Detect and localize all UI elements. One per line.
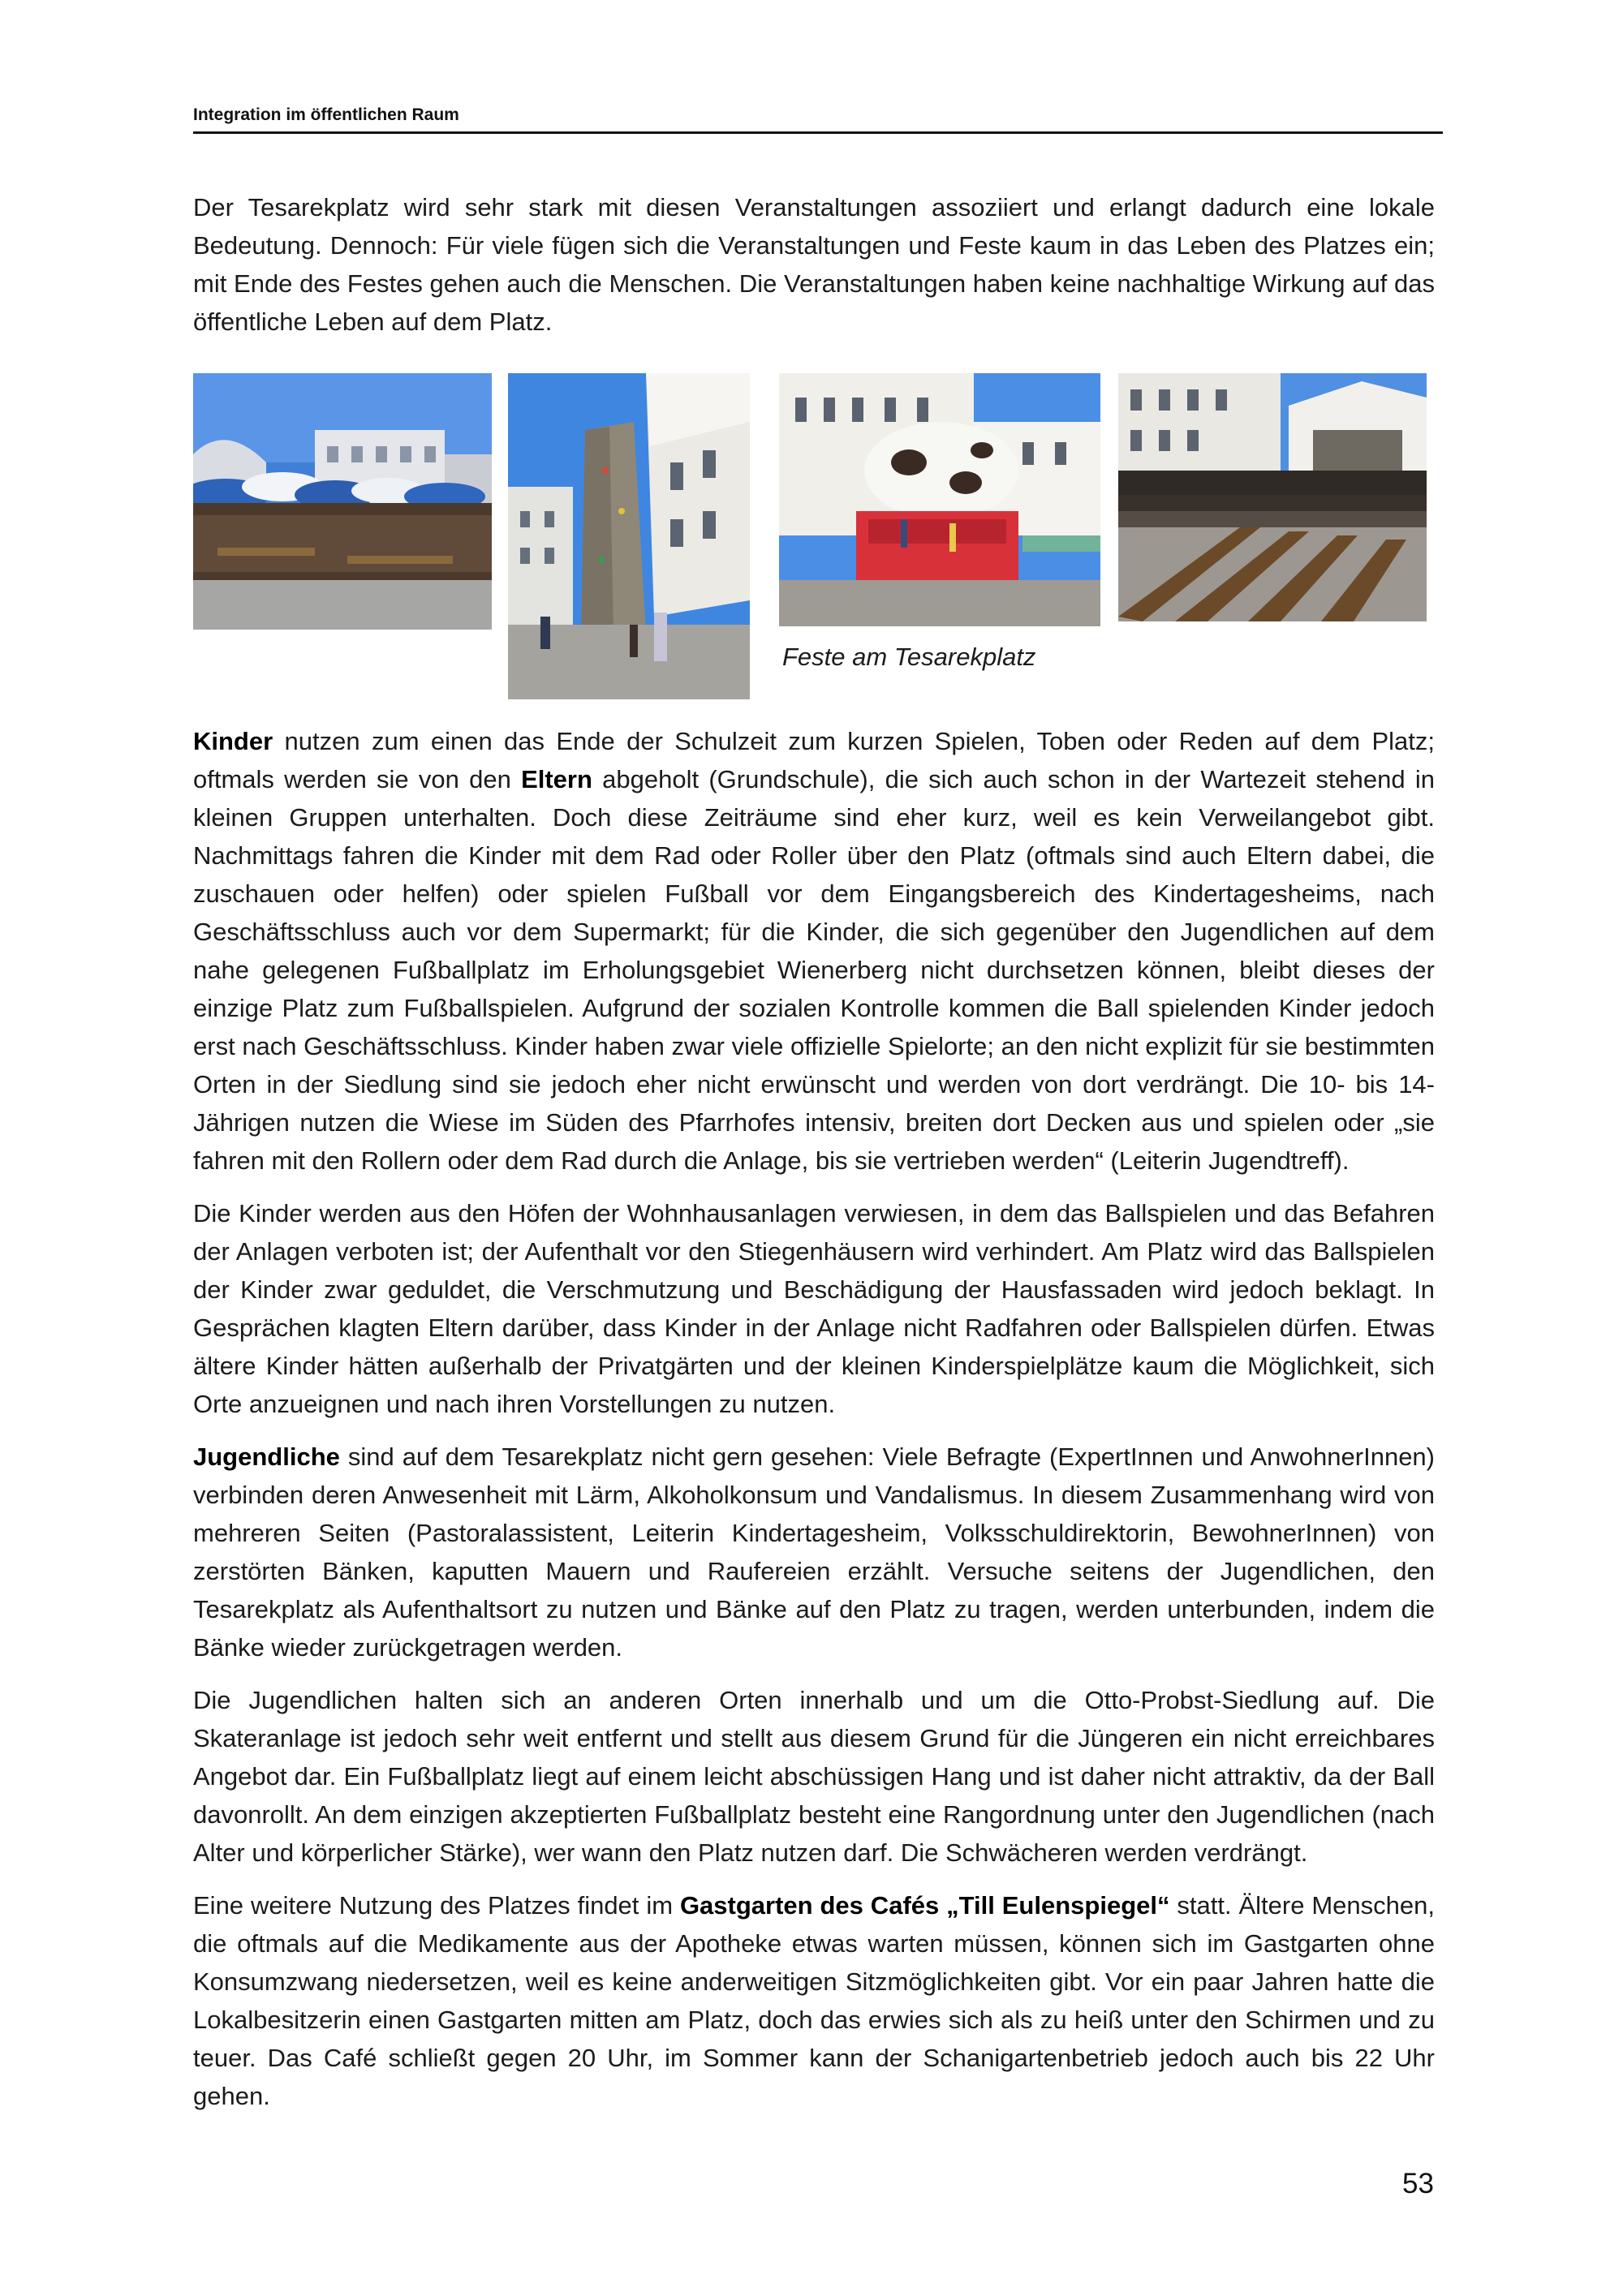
bold-term: Gastgarten des Cafés „Till Eulenspiegel“ (679, 1891, 1170, 1920)
bold-term: Jugendliche (193, 1443, 340, 1471)
bold-term: Kinder (193, 727, 273, 755)
bold-term: Eltern (521, 765, 592, 793)
running-header: Integration im öffentlichen Raum (193, 105, 1443, 134)
paragraph-kinder: Kinder nutzen zum einen das Ende der Schulzeit zum kurzen Spielen, Toben oder Reden auf dem Platz; oftmals werden sie von den Eltern abgeholt (Grundschule), die sich auch schon in der Wartezeit stehend in kleinen Gruppen unterhalten. Doch diese Zeiträume sind eher kurz, weil es kein Verweilangebot gibt. Nachmittags fahren die Kinder mit dem Rad oder Roller über den Platz (oftmals sind auch Eltern dabei, die zuschauen oder helfen) oder spielen Fußball vor dem Eingangsbereich des Kindertagesheims, nach Geschäftsschluss auch vor dem Supermarkt; für die Kinder, die sich gegenüber den Jugendlichen auf dem nahe gelegenen Fußballplatz im Erholungsgebiet Wienerberg nicht durchsetzen können, bleibt dieses der einzige Platz zum Fußballspielen. Aufgrund der sozialen Kontrolle kommen die Ball spielenden Kinder jedoch erst nach Geschäftsschluss. Kinder haben zwar viele offizielle Spielorte; an den nicht explizit für sie bestimmten Orten in der Siedlung sind sie jedoch eher nicht erwünscht und werden von dort verdrängt. Die 10- bis 14-Jährigen nutzen die Wiese im Süden des Pfarrhofes intensiv, breiten dort Decken aus und spielen oder „sie fahren mit den Rollern oder dem Rad durch die Anlage, bis sie vertrieben werden“ (Leiterin Jugendtreff). (193, 727, 1435, 1175)
intro-paragraph (193, 188, 1435, 355)
paragraph-jugendliche: Jugendliche sind auf dem Tesarekplatz nicht gern gesehen: Viele Befragte (ExpertInnen und AnwohnerInnen) verbinden deren Anwesenheit mit Lärm, Alkoholkonsum und Vandalismus. In diesem Zusammenhang wird von mehreren Seiten (Pastoralassistent, Leiterin Kindertagesheim, Volksschuldirektorin, BewohnerInnen) von zerstörten Bänken, kaputten Mauern und Raufereien erzählt. Versuche seitens der Jugendlichen, den Tesarekplatz als Aufenthaltsort zu nutzen und Bänke auf den Platz zu tragen, werden unterbunden, indem die Bänke wieder zurückgetragen werden. (193, 1443, 1435, 1662)
bouncy-castle-photo (779, 373, 1100, 626)
page-number: 53 (1402, 2168, 1434, 2199)
paragraph-kinder-hoefe: Die Kinder werden aus den Höfen der Wohnhausanlagen verwiesen, in dem das Ballspielen und das Befahren der Anlagen verboten ist; der Aufenthalt vor den Stiegenhäusern wird verhindert. Am Platz wird das Ballspielen der Kinder zwar geduldet, die Verschmutzung und Beschädigung der Hausfassaden wird jedoch beklagt. In Gesprächen klagten Eltern darüber, dass Kinder in der Anlage nicht Radfahren oder Ballspielen dürfen. Etwas ältere Kinder hätten außerhalb der Privatgärten und der kleinen Kinderspielplätze kaum die Möglichkeit, sich Orte anzueignen und nach ihren Vorstellungen zu nutzen. (193, 1199, 1435, 1418)
paragraph-jugendliche-orte: Die Jugendlichen halten sich an anderen Orten innerhalb und um die Otto-Probst-Siedlung auf. Die Skateranlage ist jedoch sehr weit entfernt und stellt aus diesem Grund für die Jüngeren ein nicht erreichbares Angebot dar. Ein Fußballplatz liegt auf einem leicht abschüssigen Hang und ist daher nicht attraktiv, da der Ball davonrollt. An dem einzigen akzeptierten Fußballplatz besteht eine Rangordnung unter den Jugendlichen (nach Alter und körperlicher Stärke), wer wann den Platz nutzen darf. Die Schwächeren werden verdrängt. (193, 1686, 1435, 1867)
paragraph-gastgarten: Eine weitere Nutzung des Platzes findet im Gastgarten des Cafés „Till Eulenspiegel“ statt. Ältere Menschen, die oftmals auf die Medikamente aus der Apotheke etwas warten müssen, können sich im Gastgarten ohne Konsumzwang niedersetzen, weil es keine anderweitigen Sitzmöglichkeiten gibt. Vor ein paar Jahren hatte die Lokalbesitzerin einen Gastgarten mitten am Platz, doch das erwies sich als zu heiß unter den Schirmen und zu teuer. Das Café schließt gegen 20 Uhr, im Sommer kann der Schanigartenbetrieb jedoch auch bis 22 Uhr gehen. (193, 1891, 1435, 2110)
main-text (193, 722, 1435, 2130)
beer-tables-photo (1118, 373, 1427, 621)
festival-umbrellas-photo (193, 373, 492, 630)
climbing-wall-photo (508, 373, 750, 699)
figure-caption: Feste am Tesarekplatz (782, 643, 1036, 671)
paragraph: Der Tesarekplatz wird sehr stark mit diesen Veranstaltungen assoziiert und erlangt dadurch eine lokale Bedeutung. Dennoch: Für viele fügen sich die Veranstaltungen und Feste kaum in das Leben des Platzes ein; mit Ende des Festes gehen auch die Menschen. Die Veranstaltungen haben keine nachhaltige Wirkung auf das öffentliche Leben auf dem Platz. (193, 193, 1435, 336)
